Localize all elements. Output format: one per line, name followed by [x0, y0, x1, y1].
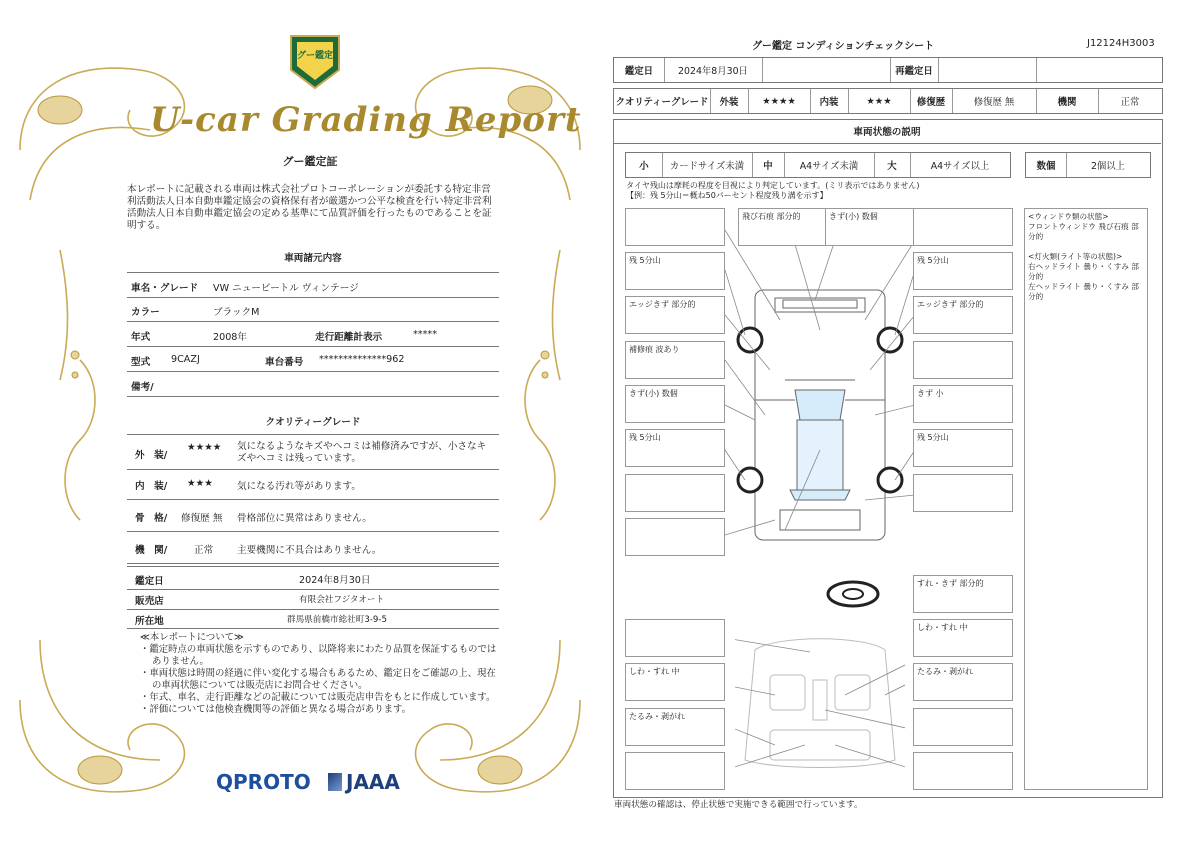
certificate-title: グー鑑定証	[282, 155, 338, 168]
condition-box: たるみ・剥がれ	[913, 663, 1013, 701]
appraisal-date-label: 鑑定日	[135, 576, 164, 587]
note-item: ・年式、車名、走行距離などの記載については販売店申告をもとに作成しています。	[140, 692, 496, 703]
legend-count: 数個	[1026, 153, 1067, 177]
spec-row-remarks	[127, 372, 499, 397]
condition-box: 残 5分山	[913, 252, 1013, 290]
engine-value: 正常	[194, 545, 214, 556]
mileage-label: 走行距離計表示	[315, 332, 383, 343]
ext-value: ★★★★	[748, 89, 811, 113]
steering-wheel-icon	[825, 580, 881, 610]
int-label: 内装	[810, 89, 849, 113]
badge-text: グー鑑定	[296, 51, 333, 61]
dealer-value: 有限会社フジタオート	[299, 595, 385, 605]
ext-label: 外装	[710, 89, 749, 113]
side-note-line: <ウィンドウ類の状態>	[1028, 212, 1109, 221]
car-interior-diagram	[735, 630, 905, 780]
condition-box	[625, 518, 725, 556]
goo-kantei-badge	[287, 30, 343, 92]
count-legend	[1025, 152, 1151, 178]
proto-logo: QPROTO	[216, 770, 311, 794]
condition-box: すれ・きず 部分的	[913, 575, 1013, 613]
jaaa-emblem-icon	[328, 773, 342, 791]
condition-box	[913, 752, 1013, 790]
model-label: 型式	[131, 357, 151, 368]
certificate-intro: 本レポートに記載される車両は株式会社プロトコーポレーションが委託する特定非営利活動法人日本自動車鑑定協会の資格保有者が厳選かつ公平な検査を行い特定非営利活動法人日本自動車鑑定協会の定める基準にて品質評価を行ったものであることを証明する。	[127, 184, 492, 231]
legend-medium: 中	[752, 153, 785, 177]
condition-box: 残 5分山	[625, 252, 725, 290]
date-label: 鑑定日	[614, 58, 665, 82]
condition-box: 残 5分山	[625, 429, 725, 467]
exterior-label: 外 装/	[135, 450, 168, 461]
interior-text: 気になる汚れ等があります。	[237, 481, 361, 492]
date-table	[613, 57, 1163, 83]
year-label: 年式	[131, 332, 151, 343]
remarks-label: 備考/	[131, 382, 154, 393]
frame-label: 骨 格/	[135, 513, 168, 524]
spec-heading: 車両諸元内容	[284, 253, 342, 264]
vin-value: **************962	[319, 354, 405, 365]
date-blank	[762, 58, 891, 82]
condition-box	[625, 619, 725, 657]
frame-text: 骨格部位に異常はありません。	[237, 513, 372, 524]
side-note-line: 左ヘッドライト 曇り・くすみ 部分的	[1028, 282, 1139, 301]
condition-box	[913, 708, 1013, 746]
condition-box: しわ・すれ 中	[625, 663, 725, 701]
legend-small: 小	[626, 153, 663, 177]
qg-label: クオリティーグレード	[614, 89, 711, 113]
condition-box: きず(小) 数個	[825, 208, 925, 246]
quality-row-engine	[127, 532, 499, 564]
condition-box: きず 小	[913, 385, 1013, 423]
spec-row-name	[127, 272, 499, 298]
condition-box: きず(小) 数個	[625, 385, 725, 423]
engine-text: 主要機関に不具合はありません。	[237, 545, 382, 556]
quality-row-frame	[127, 500, 499, 532]
condition-box: しわ・すれ 中	[913, 619, 1013, 657]
engine-value: 正常	[1120, 97, 1140, 108]
condition-box	[625, 208, 725, 246]
interior-label: 内 装/	[135, 481, 168, 492]
exterior-text: 気になるようなキズやヘコミは補修済みですが、小さなキズやヘコミは残っています。	[237, 441, 487, 464]
int-value: ★★★	[848, 89, 911, 113]
side-note-spacer	[1028, 242, 1144, 252]
address-value: 群馬県前橋市総社町3-9-5	[287, 615, 387, 625]
legend-large: 大	[874, 153, 911, 177]
side-notes	[1024, 208, 1148, 790]
side-note-line: <灯火類(ライト等の状態)>	[1028, 252, 1123, 261]
jaaa-logo	[328, 770, 400, 794]
condition-box: 補修痕 波あり	[625, 341, 725, 379]
spec-row-color	[127, 297, 499, 322]
vin-label: 車台番号	[265, 357, 304, 368]
dealer-row	[127, 589, 499, 610]
side-note-line: 右ヘッドライト 曇り・くすみ 部分的	[1028, 262, 1139, 281]
spec-row-year	[127, 322, 499, 347]
exterior-stars: ★★★★	[187, 442, 222, 453]
model-value: 9CAZJ	[171, 354, 200, 365]
footer-note: 車両状態の確認は、停止状態で実施できる範囲で行っています。	[614, 800, 863, 810]
note-item: ・鑑定時点の車両状態を示すものであり、以降将来にわたり品質を保証するものではありません。	[140, 644, 497, 667]
note-item: ・車両状態は時間の経過に伴い変化する場合もあるため、鑑定日をご確認の上、現在の車両状態については販売店にお問合せください。	[140, 668, 496, 691]
quality-heading: クオリティーグレード	[265, 417, 361, 428]
name-value: VW ニュービートル ヴィンテージ	[213, 283, 359, 294]
spec-row-model	[127, 347, 499, 372]
condition-box	[913, 474, 1013, 512]
legend-count-desc: 2個以上	[1090, 161, 1126, 172]
frame-value: 修復歴 無	[181, 513, 223, 524]
legend-small-desc: カードサイズ未満	[662, 153, 753, 177]
name-label: 車名・グレード	[131, 283, 199, 294]
sheet-title: グー鑑定 コンディションチェックシート	[752, 41, 935, 52]
appraisal-date-value: 2024年8月30日	[299, 575, 371, 586]
legend-medium-desc: A4サイズ未満	[784, 153, 875, 177]
condition-box	[913, 341, 1013, 379]
interior-stars: ★★★	[187, 478, 213, 489]
condition-box	[913, 208, 1013, 246]
engine-label: 機 関/	[135, 545, 168, 556]
sheet-id: J12124H3003	[1087, 38, 1155, 49]
condition-box	[625, 752, 725, 790]
repair-label: 修復歴	[910, 89, 953, 113]
condition-box: エッジきず 部分的	[913, 296, 1013, 334]
condition-box	[625, 474, 725, 512]
quality-row-interior	[127, 469, 499, 500]
address-label: 所在地	[135, 616, 164, 627]
mileage-value: *****	[413, 329, 437, 340]
desc-heading: 車両状態の説明	[613, 119, 1161, 144]
legend-large-desc: A4サイズ以上	[930, 161, 990, 172]
appraisal-date-row	[127, 566, 499, 590]
grade-table	[613, 88, 1163, 114]
report-notes	[140, 632, 500, 716]
repair-value: 修復歴 無	[952, 89, 1037, 113]
address-row	[127, 610, 499, 629]
jaaa-logo-text: JAAA	[346, 770, 400, 794]
car-exterior-diagram	[725, 200, 915, 580]
color-label: カラー	[131, 307, 160, 318]
date-value: 2024年8月30日	[664, 58, 763, 82]
notes-heading: ≪本レポートについて≫	[140, 632, 244, 643]
quality-row-exterior	[127, 434, 499, 470]
color-value: ブラックM	[213, 307, 260, 318]
report-title: U-car Grading Report	[150, 100, 582, 140]
condition-box: たるみ・剥がれ	[625, 708, 725, 746]
reappraisal-value	[938, 58, 1037, 82]
dealer-label: 販売店	[135, 596, 164, 607]
reappraisal-label: 再鑑定日	[890, 58, 939, 82]
engine-label: 機関	[1036, 89, 1099, 113]
size-legend	[625, 152, 1011, 178]
condition-box: エッジきず 部分的	[625, 296, 725, 334]
proto-logo-text: PROTO	[233, 770, 311, 794]
tire-note-1: タイヤ残山は摩耗の程度を目視により判定しています。(ミリ表示ではありません)	[626, 181, 920, 190]
side-note-line: フロントウィンドウ 飛び石痕 部分的	[1028, 222, 1139, 241]
reappraisal-blank	[1036, 58, 1162, 82]
condition-box: 飛び石痕 部分的	[738, 208, 838, 246]
tire-note-2: 【例：残 5分山＝概ね50パーセント程度残り溝を示す】	[626, 191, 828, 200]
note-item: ・評価については他検査機関等の評価と異なる場合があります。	[140, 704, 411, 715]
year-value: 2008年	[213, 332, 248, 343]
condition-box: 残 5分山	[913, 429, 1013, 467]
